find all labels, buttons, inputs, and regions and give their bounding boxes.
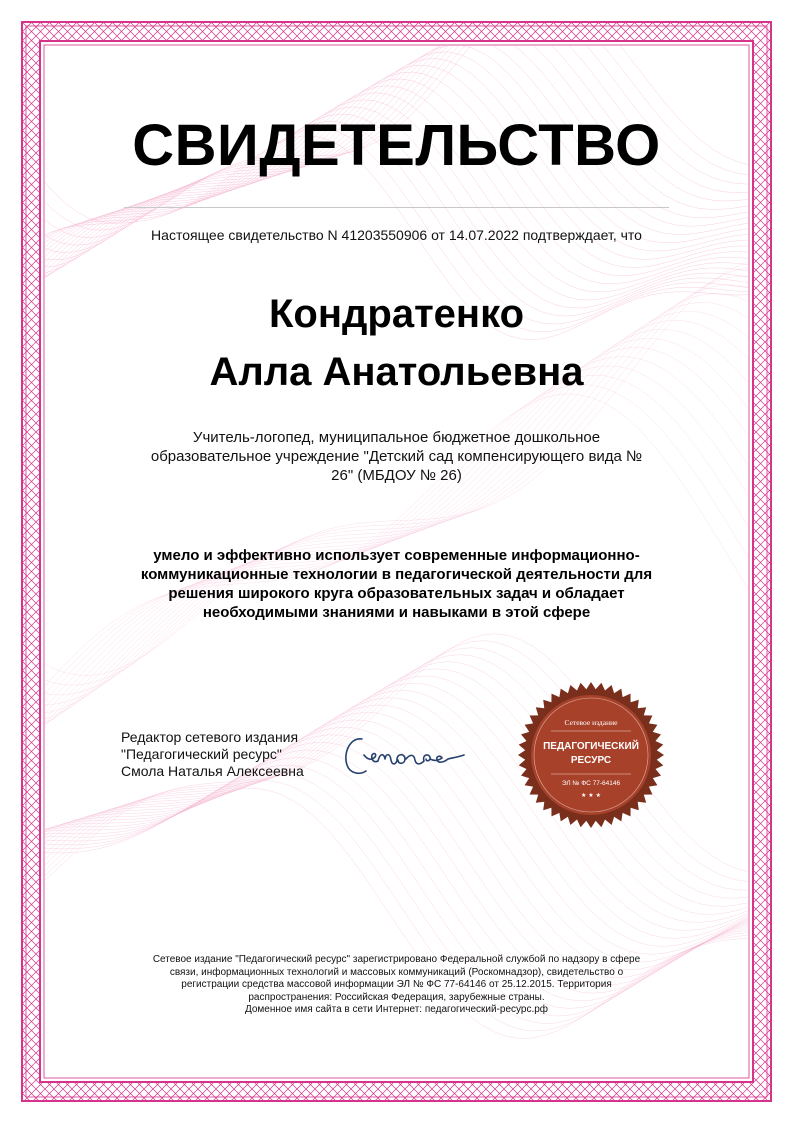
position-line: 26" (МБДОУ № 26) xyxy=(331,467,462,484)
recipient-given-names: Алла Анатольевна xyxy=(209,350,584,394)
achievement-statement xyxy=(100,546,693,622)
seal-top-text: Сетевое издание xyxy=(564,718,618,727)
certificate-number-line: Настоящее свидетельство N 41203550906 от 14.07.2022 подтверждает, что xyxy=(151,227,642,243)
statement-line: необходимыми знаниями и навыками в этой сфере xyxy=(202,604,591,621)
editor-line: Редактор сетевого издания xyxy=(121,729,299,745)
footer-line: Сетевое издание "Педагогический ресурс" зарегистрировано Федеральной службой по надзору в сфере xyxy=(152,954,641,965)
footer-line: регистрации средства массовой информации ЭЛ № ФС 77-64146 от 25.12.2015. Территория xyxy=(181,979,612,990)
editor-line: Смола Наталья Алексеевна xyxy=(121,763,304,779)
editor-block xyxy=(121,729,331,780)
position-line: образовательное учреждение "Детский сад компенсирующего вида № xyxy=(150,448,643,465)
statement-line: решения широкого круга образовательных задач и обладает xyxy=(168,585,625,602)
editor-signature xyxy=(340,725,495,785)
position-line: Учитель-логопед, муниципальное бюджетное дошкольное xyxy=(192,429,601,446)
registration-footer xyxy=(110,954,683,1017)
editor-line: "Педагогический ресурс" xyxy=(121,746,282,762)
title-divider xyxy=(124,207,669,208)
recipient-surname: Кондратенко xyxy=(269,292,524,336)
footer-line: связи, информационных технологий и массовых коммуникаций (Роскомнадзор), свидетельство о xyxy=(169,966,624,978)
seal-main-text-2: РЕСУРС xyxy=(570,755,612,766)
recipient-position xyxy=(120,428,673,485)
footer-line: распространения: Российская Федерация, зарубежные страны. xyxy=(248,991,545,1003)
publisher-seal xyxy=(513,681,669,829)
seal-registration: ЭЛ № ФС 77-64146 xyxy=(561,780,621,787)
document-title: СВИДЕТЕЛЬСТВО xyxy=(132,113,661,178)
footer-line: Доменное имя сайта в сети Интернет: педагогический-ресурс.рф xyxy=(244,1004,549,1015)
seal-stars: ★ ★ ★ xyxy=(581,792,601,799)
statement-line: коммуникационные технологии в педагогической деятельности для xyxy=(140,566,653,583)
statement-line: умело и эффективно использует современные информационно- xyxy=(153,547,640,564)
seal-main-text-1: ПЕДАГОГИЧЕСКИЙ xyxy=(543,741,639,752)
